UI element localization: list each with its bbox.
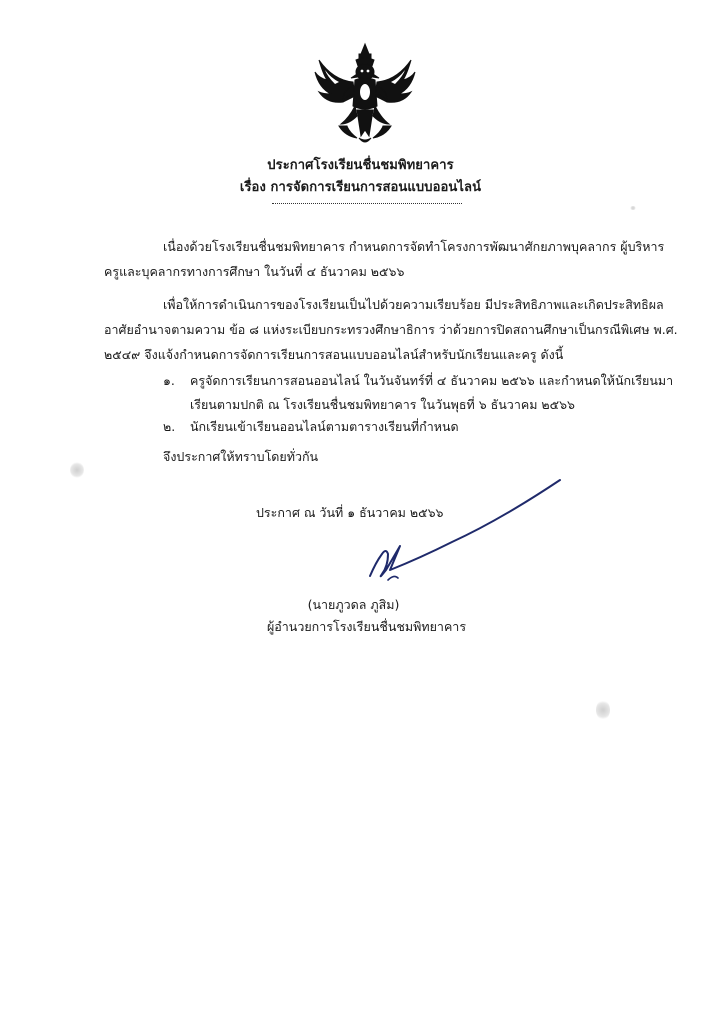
handwritten-signature bbox=[360, 470, 570, 590]
garuda-emblem-icon bbox=[313, 40, 417, 148]
paragraph-2-line-1: เพื่อให้การดำเนินการของโรงเรียนเป็นไปด้วยความเรียบร้อย มีประสิทธิภาพและเกิดประสิทธิผล bbox=[163, 297, 664, 312]
scan-speck bbox=[630, 206, 636, 210]
announcement-subject: เรื่อง การจัดการเรียนการสอนแบบออนไลน์ bbox=[239, 180, 482, 195]
title-divider bbox=[272, 203, 462, 204]
list-item-number: ๑. bbox=[163, 373, 175, 388]
list-item-number: ๒. bbox=[163, 419, 176, 434]
list-item-text: ครูจัดการเรียนการสอนออนไลน์ ในวันจันทร์ที่ ๔ ธันวาคม ๒๕๖๖ และกำหนดให้นักเรียนมา bbox=[190, 373, 674, 388]
paragraph-2-line-2: อาศัยอำนาจตามความ ข้อ ๘ แห่งระเบียบกระทรวงศึกษาธิการ ว่าด้วยการปิดสถานศึกษาเป็นกรณีพิเศษ พ.ศ. bbox=[104, 322, 678, 337]
paragraph-1-line-2: ครูและบุคลากรทางการศึกษา ในวันที่ ๔ ธันวาคม ๒๕๖๖ bbox=[104, 264, 405, 279]
paragraph-1-line-1: เนื่องด้วยโรงเรียนชื่นชมพิทยาคาร กำหนดการจัดทำโครงการพัฒนาศักยภาพบุคลากร ผู้บริหาร bbox=[163, 239, 665, 254]
announcement-title: ประกาศโรงเรียนชื่นชมพิทยาคาร bbox=[267, 158, 454, 173]
closing-statement: จึงประกาศให้ทราบโดยทั่วกัน bbox=[163, 449, 319, 464]
scan-speck bbox=[70, 462, 84, 478]
signatory-name: (นายภูวดล ภูสิม) bbox=[307, 597, 400, 612]
announcement-date: ประกาศ ณ วันที่ ๑ ธันวาคม ๒๕๖๖ bbox=[256, 505, 444, 520]
list-item-text-continued: เรียนตามปกติ ณ โรงเรียนชื่นชมพิทยาคาร ในวันพุธที่ ๖ ธันวาคม ๒๕๖๖ bbox=[190, 397, 575, 412]
signatory-position: ผู้อำนวยการโรงเรียนชื่นชมพิทยาคาร bbox=[266, 619, 467, 634]
list-item-text: นักเรียนเข้าเรียนออนไลน์ตามตารางเรียนที่กำหนด bbox=[190, 419, 459, 434]
scan-speck bbox=[596, 700, 610, 720]
paragraph-2-line-3: ๒๕๔๙ จึงแจ้งกำหนดการจัดการเรียนการสอนแบบออนไลน์สำหรับนักเรียนและครู ดังนี้ bbox=[104, 347, 564, 362]
